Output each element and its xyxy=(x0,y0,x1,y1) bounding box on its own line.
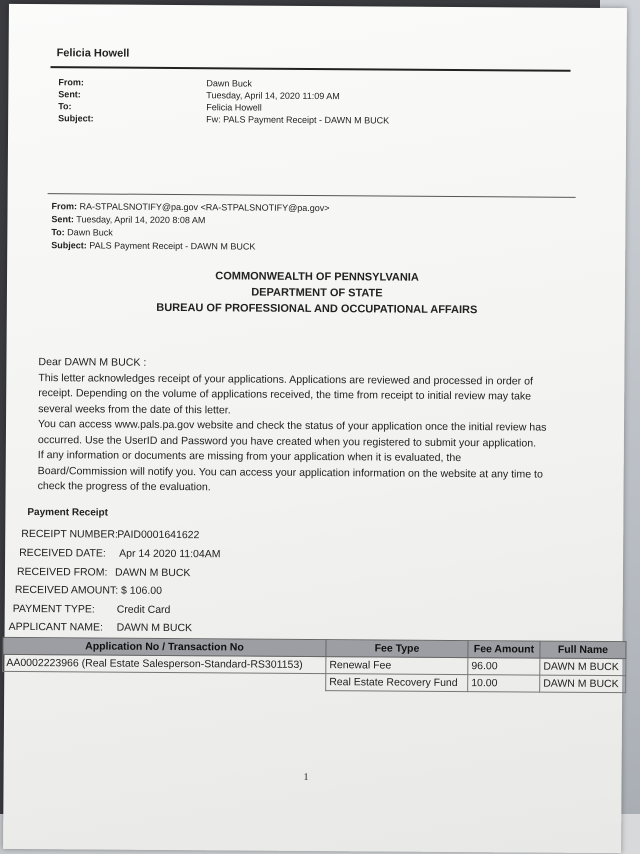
cell-fee-amount: 10.00 xyxy=(468,675,540,693)
letter-line: occurred. Use the UserID and Password you have created when you registered to submit your application. xyxy=(37,433,537,450)
fw-sent: Sent: Tuesday, April 14, 2020 8:08 AM xyxy=(51,214,206,226)
subject-label: Subject: xyxy=(58,113,94,124)
payment-receipt-title: Payment Receipt xyxy=(27,506,109,519)
fw-to: To: Dawn Buck xyxy=(51,227,113,238)
cell-application-no: AA0002223966 (Real Estate Salesperson-Standard-RS301153) xyxy=(3,654,326,673)
fees-table xyxy=(2,637,626,693)
col-full-name: Full Name xyxy=(540,641,626,659)
fw-subject: Subject: PALS Payment Receipt - DAWN M BUCK xyxy=(51,240,256,252)
page-number: 1 xyxy=(303,771,309,783)
to-label: To: xyxy=(58,101,72,112)
letter-line: If any information or documents are missing from your application when it is evaluated, the xyxy=(37,449,462,465)
col-application-no: Application No / Transaction No xyxy=(3,637,326,656)
letter-greeting: Dear DAWN M BUCK : xyxy=(38,356,147,369)
cell-fee-amount: 96.00 xyxy=(468,658,540,676)
letter-line: check the progress of the evaluation. xyxy=(37,480,211,494)
receipt-row-amount: RECEIVED AMOUNT: $ 106.00 xyxy=(14,583,162,597)
letterhead-bureau: BUREAU OF PROFESSIONAL AND OCCUPATIONAL AFFAIRS xyxy=(156,301,478,317)
receipt-row-applicant: APPLICANT NAME: DAWN M BUCK xyxy=(8,620,193,635)
cell-application-no xyxy=(3,671,326,690)
letterhead-department: DEPARTMENT OF STATE xyxy=(251,286,383,300)
letter-body xyxy=(38,355,609,498)
col-fee-amount: Fee Amount xyxy=(468,641,540,659)
letter-line: receipt. Depending on the volume of applications received, the time from receipt to initial review may take xyxy=(38,387,532,403)
from-value: Dawn Buck xyxy=(206,78,252,89)
table-row xyxy=(3,671,626,692)
letter-line: Board/Commission will notify you. You can access your application information on the website at any time to xyxy=(37,464,543,481)
receipt-row-payment-type: PAYMENT TYPE: Credit Card xyxy=(12,602,171,616)
receipt-row-number: RECEIPT NUMBER: PAID0001641622 xyxy=(21,527,200,542)
letter-line: You can access www.pals.pa.gov website and check the status of your application once the initial review has xyxy=(37,418,547,434)
sent-value: Tuesday, April 14, 2020 11:09 AM xyxy=(206,90,340,102)
to-value: Felicia Howell xyxy=(206,102,262,113)
letter-line: several weeks from the date of this letter. xyxy=(38,402,231,416)
cell-fee-type: Renewal Fee xyxy=(326,657,468,675)
letter-line: This letter acknowledges receipt of your applications. Applications are reviewed and processed in order of xyxy=(38,371,534,388)
forward-divider xyxy=(48,193,576,198)
sent-label: Sent: xyxy=(58,89,81,100)
cell-fee-type: Real Estate Recovery Fund xyxy=(326,674,468,692)
subject-value: Fw: PALS Payment Receipt - DAWN M BUCK xyxy=(206,114,390,126)
receipt-row-date: RECEIVED DATE: Apr 14 2020 11:04AM xyxy=(19,546,221,561)
cell-full-name: DAWN M BUCK xyxy=(540,675,626,693)
col-fee-type: Fee Type xyxy=(326,640,468,658)
document-page xyxy=(3,4,627,853)
cell-full-name: DAWN M BUCK xyxy=(540,658,626,676)
recipient-name: Felicia Howell xyxy=(56,47,130,60)
from-label: From: xyxy=(58,77,84,88)
receipt-row-from: RECEIVED FROM: DAWN M BUCK xyxy=(16,565,191,580)
letterhead-commonwealth: COMMONWEALTH OF PENNSYLVANIA xyxy=(215,270,419,284)
header-divider xyxy=(51,66,571,72)
fw-from: From: RA-STPALSNOTIFY@pa.gov <RA-STPALSNOTIFY@pa.gov> xyxy=(51,201,330,214)
